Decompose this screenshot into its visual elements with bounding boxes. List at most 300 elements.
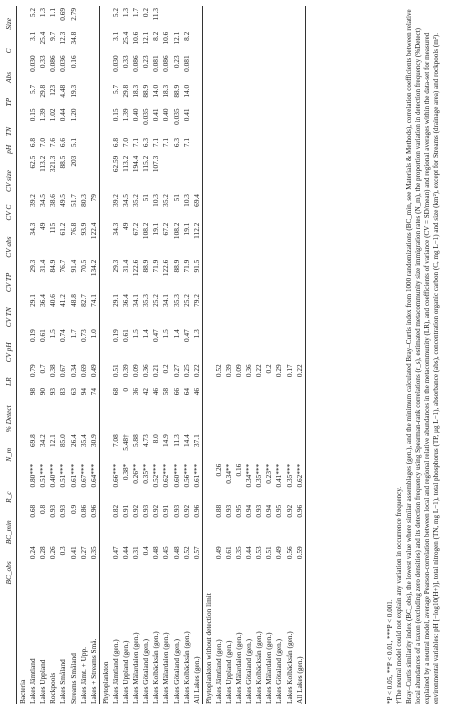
table-cell: 29.8 bbox=[121, 84, 131, 98]
table-cell bbox=[244, 53, 254, 82]
table-cell bbox=[224, 258, 234, 292]
table-cell bbox=[295, 136, 306, 154]
table-cell: 5.88 bbox=[131, 434, 141, 448]
table-cell bbox=[244, 221, 254, 258]
table-cell: 46 bbox=[151, 387, 161, 396]
table-cell: 12.3 bbox=[58, 31, 68, 45]
table-cell: 0.44 bbox=[244, 546, 254, 560]
table-cell: 0.95 bbox=[274, 504, 284, 518]
table-cell bbox=[264, 327, 274, 362]
table-cell bbox=[285, 106, 295, 135]
table-cell bbox=[89, 53, 100, 82]
table-cell: 7.6 bbox=[48, 137, 58, 148]
table-cell bbox=[285, 386, 295, 432]
table-cell bbox=[274, 386, 284, 432]
table-cell bbox=[295, 192, 306, 221]
table-cell: 0.64*** bbox=[88, 463, 98, 488]
table-cell: 0.69 bbox=[78, 364, 88, 378]
table-cell: 0.086 bbox=[131, 55, 141, 72]
table-cell: 0.92 bbox=[131, 504, 141, 518]
table-cell: 0.2 bbox=[141, 8, 151, 18]
table-cell bbox=[264, 136, 274, 154]
table-cell bbox=[234, 432, 244, 461]
table-cell: 88.5 bbox=[58, 155, 68, 169]
table-cell: 35.4 bbox=[78, 434, 88, 448]
table-cell bbox=[234, 30, 244, 54]
table-cell bbox=[285, 53, 295, 82]
table-cell: 71.9 bbox=[181, 259, 191, 273]
table-cell bbox=[285, 192, 295, 221]
table-cell: 0.086 bbox=[48, 55, 58, 72]
table-cell: 0.61*** bbox=[68, 463, 78, 488]
table-cell: 29.3 bbox=[110, 259, 120, 273]
table-cell: 49 bbox=[121, 222, 131, 230]
row-label: Lakes Småland bbox=[58, 659, 68, 704]
table-cell: 0.51 bbox=[264, 546, 274, 560]
column-header: pH bbox=[4, 136, 17, 154]
table-cell: 0.15 bbox=[110, 108, 120, 122]
table-cell bbox=[89, 30, 100, 54]
table-cell bbox=[244, 154, 254, 192]
table-cell: 3.1 bbox=[28, 31, 38, 41]
table-cell: 58 bbox=[161, 387, 171, 396]
table-cell: 1.39 bbox=[38, 108, 48, 122]
table-cell: 1.0 bbox=[88, 329, 98, 339]
table-row bbox=[264, 6, 274, 704]
table-cell bbox=[285, 292, 295, 327]
table-row bbox=[58, 6, 68, 704]
table-cell: 91.5 bbox=[191, 259, 201, 273]
table-row bbox=[254, 6, 264, 704]
table-cell bbox=[89, 6, 100, 30]
table-cell: 8.2 bbox=[151, 31, 161, 41]
table-cell bbox=[224, 6, 234, 30]
table-cell bbox=[254, 83, 264, 107]
table-cell: 4.73 bbox=[141, 434, 151, 448]
table-cell: 0.91 bbox=[161, 504, 171, 518]
table-cell: 0.23 bbox=[141, 55, 151, 69]
table-cell: 1.5 bbox=[131, 329, 141, 339]
table-cell: 1.02 bbox=[48, 108, 58, 122]
table-cell bbox=[264, 53, 274, 82]
table-cell: 8.2 bbox=[181, 31, 191, 41]
table-cell: 108.2 bbox=[171, 222, 181, 240]
column-header: Size bbox=[4, 6, 17, 30]
table-cell: 0.47 bbox=[151, 329, 161, 343]
table-cell bbox=[264, 292, 274, 327]
table-cell: 1.4 bbox=[171, 329, 181, 339]
table-cell: 122.6 bbox=[131, 259, 141, 277]
table-row bbox=[224, 6, 234, 704]
table-cell: 5.1 bbox=[68, 137, 78, 148]
table-cell bbox=[192, 53, 203, 82]
table-cell: 6.3 bbox=[171, 137, 181, 148]
table-cell: 0.2 bbox=[264, 364, 274, 374]
table-cell: 1.7 bbox=[68, 329, 78, 339]
table-cell: 0.34** bbox=[223, 463, 233, 484]
results-table bbox=[4, 6, 306, 704]
row-label: All Lakes (gen.) bbox=[191, 656, 201, 704]
table-cell bbox=[234, 327, 244, 362]
table-cell: 1.3 bbox=[191, 329, 201, 339]
table-row bbox=[89, 6, 100, 704]
column-header: CV size bbox=[4, 154, 17, 192]
table-cell bbox=[264, 154, 274, 192]
column-header: CV TP bbox=[4, 258, 17, 292]
table-cell: 25.4 bbox=[38, 31, 48, 45]
footnote: *P < 0.05, **P < 0.01, ***P < 0.001. bbox=[386, 599, 394, 704]
table-cell: 79.2 bbox=[191, 294, 201, 307]
table-cell: 5.2 bbox=[28, 8, 38, 18]
table-cell bbox=[224, 327, 234, 362]
table-cell: 88.9 bbox=[141, 84, 151, 98]
row-label: Lakes Kolbäcksån (gen.) bbox=[254, 631, 264, 704]
table-cell: 0.030 bbox=[110, 55, 120, 72]
table-cell bbox=[295, 30, 306, 54]
table-cell bbox=[192, 106, 203, 135]
table-cell bbox=[244, 327, 254, 362]
table-cell: 12.1 bbox=[48, 434, 58, 448]
row-label: Lakes Kolbäcksån (gen.) bbox=[151, 631, 161, 704]
table-cell bbox=[295, 432, 306, 461]
table-cell: 0.27 bbox=[78, 546, 88, 560]
table-cell: 14.0 bbox=[181, 84, 191, 98]
table-cell: 0.40 bbox=[131, 108, 141, 122]
table-cell: 0.62*** bbox=[295, 462, 306, 503]
table-cell bbox=[274, 154, 284, 192]
table-cell bbox=[274, 136, 284, 154]
table-row bbox=[38, 6, 48, 704]
table-cell bbox=[79, 83, 89, 107]
table-cell: 108.2 bbox=[141, 222, 151, 240]
table-cell: 0.081 bbox=[181, 55, 191, 72]
table-cell: 123 bbox=[48, 84, 58, 96]
table-cell: 8.0 bbox=[151, 434, 161, 444]
table-cell: 0.48 bbox=[151, 546, 161, 560]
table-cell: 0.93 bbox=[171, 504, 181, 518]
table-cell bbox=[89, 136, 100, 154]
table-cell: 2.79 bbox=[68, 8, 78, 21]
table-cell bbox=[89, 154, 100, 192]
table-cell: 25.4 bbox=[121, 31, 131, 45]
table-cell bbox=[214, 154, 224, 192]
group-heading: Phytoplankton without detection limit bbox=[202, 6, 214, 704]
table-footnotes bbox=[386, 6, 442, 704]
table-cell: 5.48† bbox=[121, 434, 131, 451]
table-cell bbox=[161, 154, 171, 192]
column-header: Abs bbox=[4, 53, 17, 82]
table-cell bbox=[234, 258, 244, 292]
table-cell: 34.5 bbox=[121, 194, 131, 207]
table-cell bbox=[172, 154, 182, 192]
column-header: C bbox=[4, 30, 17, 54]
row-label: Rockpools bbox=[48, 672, 58, 704]
table-cell: 0.41 bbox=[151, 108, 161, 122]
table-cell: 0.60*** bbox=[171, 463, 181, 488]
table-cell: 0.49 bbox=[274, 546, 284, 560]
table-cell bbox=[254, 192, 264, 221]
table-cell bbox=[234, 136, 244, 154]
column-header: N_m bbox=[4, 432, 17, 461]
table-cell: 0.94 bbox=[264, 504, 274, 518]
table-row bbox=[121, 6, 131, 704]
table-cell: 0.35*** bbox=[284, 463, 294, 488]
table-cell: 42 bbox=[141, 387, 151, 396]
table-cell: 34.3 bbox=[110, 222, 120, 236]
table-cell: 0.41 bbox=[68, 546, 78, 560]
table-cell: 122.4 bbox=[88, 222, 98, 240]
table-cell: 66 bbox=[171, 387, 181, 396]
table-cell: 0.22 bbox=[254, 364, 264, 378]
table-cell bbox=[244, 292, 254, 327]
table-cell bbox=[192, 30, 203, 54]
table-cell: 0.96 bbox=[191, 504, 201, 518]
table-cell: 34.1 bbox=[161, 294, 171, 307]
table-cell: 36.4 bbox=[121, 294, 131, 307]
table-cell: 1.4 bbox=[141, 329, 151, 339]
table-cell: 14.0 bbox=[151, 84, 161, 98]
table-cell: 0.82 bbox=[110, 504, 120, 518]
table-cell: 0.91 bbox=[121, 504, 131, 518]
table-cell: 31.4 bbox=[121, 259, 131, 273]
table-cell: 0.19 bbox=[28, 329, 38, 343]
row-label: Lakes Jämtland (gen.) bbox=[213, 639, 223, 704]
table-cell bbox=[254, 30, 264, 54]
table-cell bbox=[79, 30, 89, 54]
table-cell: 19.3 bbox=[68, 84, 78, 98]
table-cell bbox=[295, 386, 306, 432]
table-cell bbox=[254, 386, 264, 432]
column-header bbox=[4, 584, 17, 704]
table-cell bbox=[214, 53, 224, 82]
table-cell bbox=[234, 53, 244, 82]
table-cell: 0.035 bbox=[141, 108, 151, 125]
table-cell: 35.3 bbox=[141, 294, 151, 307]
table-row bbox=[274, 6, 284, 704]
table-cell: 70.5 bbox=[78, 259, 88, 273]
table-cell: 0.39 bbox=[121, 364, 131, 378]
table-cell bbox=[214, 292, 224, 327]
table-cell bbox=[214, 192, 224, 221]
table-cell bbox=[274, 83, 284, 107]
table-cell bbox=[295, 258, 306, 292]
table-cell bbox=[285, 83, 295, 107]
row-label: Lakes Götaland (gen.) bbox=[244, 638, 254, 704]
table-cell: 67.2 bbox=[131, 222, 141, 236]
table-cell: 48.8 bbox=[68, 294, 78, 307]
table-cell: 62.5 bbox=[28, 155, 38, 169]
table-cell: 35.2 bbox=[131, 194, 141, 207]
table-row bbox=[131, 6, 141, 704]
table-cell: 0.36 bbox=[141, 364, 151, 378]
table-cell: 91.4 bbox=[68, 259, 78, 273]
table-cell: 74 bbox=[88, 387, 98, 396]
table-cell: 0.8 bbox=[38, 504, 48, 514]
table-cell: 0.49 bbox=[213, 546, 223, 560]
table-cell: 34.5 bbox=[38, 194, 48, 207]
table-cell: 0.69 bbox=[58, 8, 68, 21]
table-cell bbox=[79, 53, 89, 82]
table-cell: 0.28 bbox=[38, 546, 48, 560]
table-cell: 0.036 bbox=[58, 55, 68, 72]
table-cell: 1.5 bbox=[48, 329, 58, 339]
table-cell bbox=[79, 136, 89, 154]
table-cell: 0.17 bbox=[284, 364, 294, 378]
table-cell: 1.39 bbox=[121, 108, 131, 122]
table-cell: 0.61 bbox=[38, 329, 48, 343]
table-cell: 3.1 bbox=[110, 31, 120, 41]
table-cell: 0.23 bbox=[171, 55, 181, 69]
table-cell: 49 bbox=[38, 222, 48, 230]
table-cell: 0.34 bbox=[68, 364, 78, 378]
table-cell: 76.7 bbox=[58, 259, 68, 273]
table-cell: 134.2 bbox=[88, 259, 98, 277]
table-body bbox=[17, 6, 306, 704]
column-header: TN bbox=[4, 106, 17, 135]
table-cell: 12.1 bbox=[141, 31, 151, 45]
table-cell bbox=[234, 106, 244, 135]
column-header: TP bbox=[4, 83, 17, 107]
table-cell: 5.7 bbox=[110, 84, 120, 94]
table-cell: 36 bbox=[131, 387, 141, 396]
table-cell: 0.68 bbox=[28, 504, 38, 518]
table-cell bbox=[214, 386, 224, 432]
table-cell: 19.1 bbox=[181, 222, 191, 236]
row-label: Lakes Uppland (gen.) bbox=[223, 640, 233, 704]
row-label: Lakes Jämt. + Upp. bbox=[78, 646, 88, 704]
table-cell: 6.8 bbox=[110, 137, 120, 148]
table-cell bbox=[274, 258, 284, 292]
table-cell bbox=[234, 6, 244, 30]
table-cell: 107.3 bbox=[151, 155, 161, 173]
table-cell bbox=[161, 6, 171, 30]
table-cell: 0.88 bbox=[213, 504, 223, 518]
table-cell bbox=[214, 136, 224, 154]
table-cell: 0 bbox=[121, 387, 131, 392]
table-cell: 19.1 bbox=[151, 222, 161, 236]
table-cell: 39.2 bbox=[28, 194, 38, 207]
table-cell bbox=[224, 106, 234, 135]
table-cell bbox=[264, 106, 274, 135]
table-cell: 0.52 bbox=[181, 546, 191, 560]
table-cell: 31.4 bbox=[38, 259, 48, 273]
table-cell: 85.0 bbox=[58, 434, 68, 448]
table-cell bbox=[254, 258, 264, 292]
table-cell: 7.1 bbox=[181, 137, 191, 148]
table-row bbox=[141, 6, 151, 704]
table-cell: 0.41 bbox=[181, 108, 191, 122]
row-label: Lakes Götaland (gen.) bbox=[141, 638, 151, 704]
table-cell bbox=[192, 6, 203, 30]
table-cell: 0.35*** bbox=[254, 463, 264, 488]
table-cell bbox=[244, 432, 254, 461]
table-row bbox=[161, 6, 171, 704]
table-cell bbox=[214, 327, 224, 362]
table-cell: 0.27 bbox=[171, 364, 181, 378]
group-heading-row bbox=[99, 6, 111, 704]
row-label: Lakes Uppland (gen.) bbox=[121, 640, 131, 704]
table-cell bbox=[274, 432, 284, 461]
table-row bbox=[69, 6, 79, 704]
table-cell bbox=[244, 83, 254, 107]
table-cell: 0.67 bbox=[58, 364, 68, 378]
table-cell: 10.3 bbox=[181, 194, 191, 207]
table-cell: 83 bbox=[58, 387, 68, 396]
table-cell: 39.2 bbox=[110, 194, 120, 207]
table-cell bbox=[274, 221, 284, 258]
table-cell: 14.9 bbox=[161, 434, 171, 448]
table-cell: 112.2 bbox=[191, 222, 201, 239]
table-cell: 38.6 bbox=[48, 194, 58, 207]
table-cell bbox=[274, 6, 284, 30]
table-cell: 0.47 bbox=[181, 329, 191, 343]
table-cell: 0.38* bbox=[121, 463, 131, 481]
table-cell bbox=[285, 258, 295, 292]
table-cell: 67.2 bbox=[161, 222, 171, 236]
table-cell bbox=[254, 6, 264, 30]
table-cell bbox=[182, 154, 192, 192]
table-cell: 0.21 bbox=[151, 364, 161, 378]
table-row bbox=[214, 6, 224, 704]
table-cell: 0.26 bbox=[48, 546, 58, 560]
table-cell bbox=[264, 386, 274, 432]
table-cell bbox=[295, 106, 306, 135]
table-cell: 51 bbox=[141, 194, 151, 202]
table-cell bbox=[295, 154, 306, 192]
table-cell bbox=[254, 432, 264, 461]
table-cell: 203 bbox=[68, 155, 78, 167]
table-cell: 6.8 bbox=[28, 137, 38, 148]
table-cell: 0.29 bbox=[274, 364, 284, 378]
table-cell bbox=[295, 6, 306, 30]
table-cell bbox=[182, 6, 192, 30]
table-cell: 0.73 bbox=[78, 329, 88, 343]
table-cell: 0.57 bbox=[191, 546, 201, 560]
table-cell bbox=[224, 292, 234, 327]
table-cell bbox=[214, 30, 224, 54]
table-cell: 0.44 bbox=[58, 108, 68, 122]
table-cell: 0.16 bbox=[234, 463, 244, 477]
table-cell bbox=[234, 386, 244, 432]
table-cell bbox=[254, 327, 264, 362]
table-cell: 0.35** bbox=[141, 463, 151, 484]
table-cell bbox=[79, 106, 89, 135]
table-cell: 1.3 bbox=[38, 8, 48, 18]
column-header: CV abs bbox=[4, 221, 17, 258]
table-cell: 6.3 bbox=[141, 137, 151, 148]
table-cell bbox=[285, 221, 295, 258]
table-cell bbox=[285, 30, 295, 54]
table-cell: 0.86 bbox=[78, 504, 88, 518]
row-label: Lakes Götaland (gen.) bbox=[274, 638, 284, 704]
table-cell: 5.7 bbox=[28, 84, 38, 94]
table-cell: 51.7 bbox=[68, 194, 78, 207]
column-header: CV pH bbox=[4, 327, 17, 362]
row-label: Lakes Götaland (gen.) bbox=[171, 638, 181, 704]
table-cell: 0.67*** bbox=[78, 463, 88, 488]
table-cell: 34.2 bbox=[38, 434, 48, 448]
table-row bbox=[244, 6, 254, 704]
table-cell bbox=[285, 327, 295, 362]
table-cell bbox=[254, 154, 264, 192]
table-cell: 68 bbox=[110, 387, 120, 396]
table-cell: 10.6 bbox=[131, 31, 141, 45]
table-cell: 76.8 bbox=[68, 222, 78, 236]
table-cell: 0.33 bbox=[38, 55, 48, 69]
table-cell: 0.74 bbox=[58, 329, 68, 343]
table-cell: 11.3 bbox=[151, 8, 161, 21]
table-cell: 29.3 bbox=[28, 259, 38, 273]
